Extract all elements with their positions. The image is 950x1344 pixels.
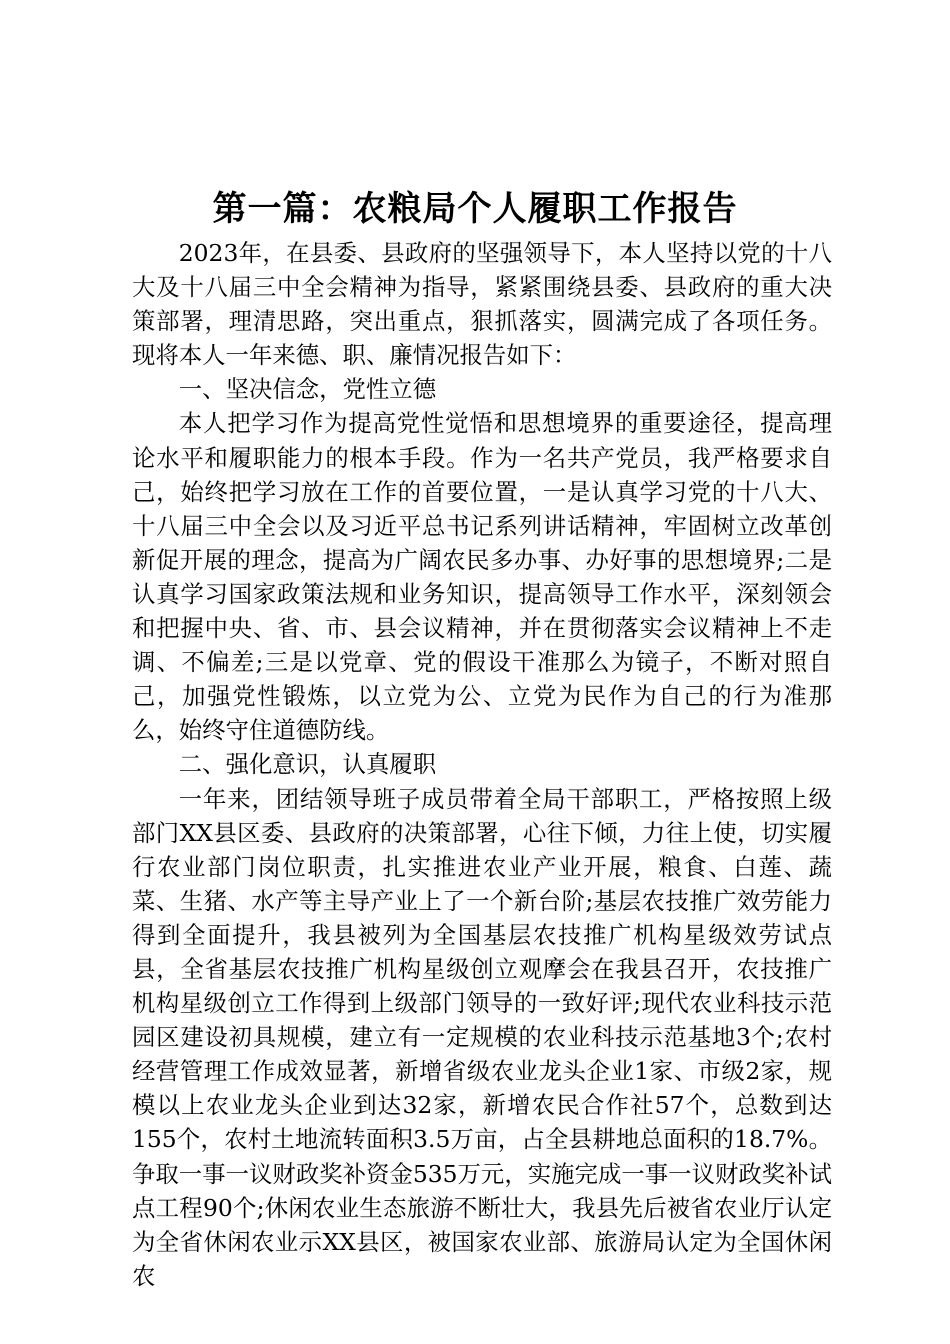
document-body — [132, 236, 832, 1293]
document-title: 第一篇：农粮局个人履职工作报告 — [212, 189, 738, 229]
paragraph-intro: 2023年，在县委、县政府的坚强领导下，本人坚持以党的十八大及十八届三中全会精神为指导，紧紧围绕县委、县政府的重大决策部署，理清思路，突出重点，狠抓落实，圆满完成了各项任务。现将本人一年来德、职、廉情况报告如下： — [132, 239, 832, 370]
section-heading-2: 二、强化意识，认真履职 — [178, 750, 437, 779]
paragraph-section-1: 本人把学习作为提高党性觉悟和思想境界的重要途径，提高理论水平和履职能力的根本手段。作为一名共产党员，我严格要求自己，始终把学习放在工作的首要位置，一是认真学习党的十八大、十八届三中全会以及习近平总书记系列讲话精神，牢固树立改革创新促开展的理念，提高为广阔农民多办事、办好事的思想境界;二是认真学习国家政策法规和业务知识，提高领导工作水平，深刻领会和把握中央、省、市、县会议精神，并在贯彻落实会议精神上不走调、不偏差;三是以党章、党的假设干准那么为镜子，不断对照自己，加强党性锻炼，以立党为公、立党为民作为自己的行为准那么，始终守住道德防线。 — [132, 409, 832, 745]
section-heading-1: 一、坚决信念，党性立德 — [178, 375, 437, 404]
paragraph-section-2: 一年来，团结领导班子成员带着全局干部职工，严格按照上级部门XX县区委、县政府的决策部署，心往下倾，力往上使，切实履行农业部门岗位职责，扎实推进农业产业开展，粮食、白莲、蔬菜、生猪、水产等主导产业上了一个新台阶;基层农技推广效劳能力得到全面提升，我县被列为全国基层农技推广机构星级效劳试点县，全省基层农技推广机构星级创立观摩会在我县召开，农技推广机构星级创立工作得到上级部门领导的一致好评;现代农业科技示范园区建设初具规模，建立有一定规模的农业科技示范基地3个;农村经营管理工作成效显著，新增省级农业龙头企业1家、市级2家，规模以上农业龙头企业到达32家，新增农民合作社57个，总数到达155个，农村土地流转面积3.5万亩，占全县耕地总面积的18.7%。争取一事一议财政奖补资金535万元，实施完成一事一议财政奖补试点工程90个;休闲农业生态旅游不断壮大，我县先后被省农业厅认定为全省休闲农业示XX县区，被国家农业部、旅游局认定为全国休闲农 — [132, 784, 832, 1290]
